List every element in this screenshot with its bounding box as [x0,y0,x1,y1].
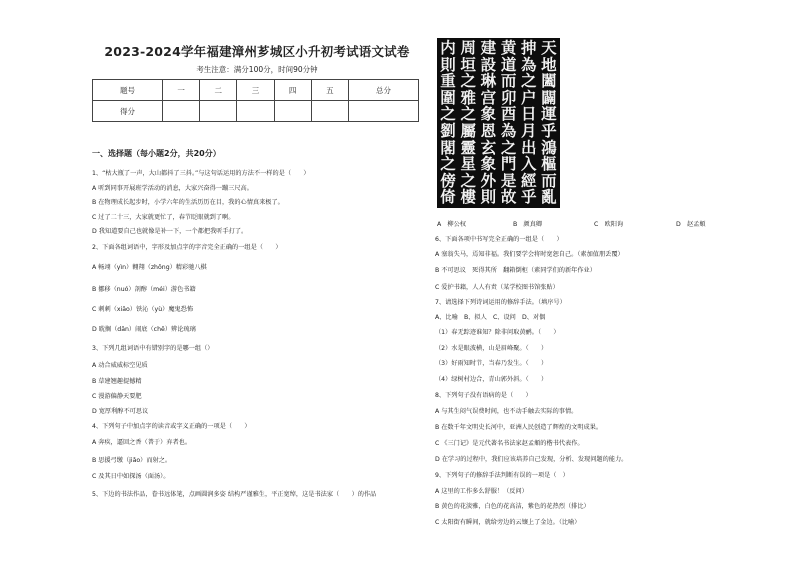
question-line: A 听到同事开展班学活动的消息，大家兴奋得一蹦三尺高。 [92,185,253,192]
calligraphy-character: 户 [520,87,537,107]
q5-option: A 柳公权 [437,221,466,228]
q5-option: D 赵孟頫 [676,221,706,228]
calligraphy-character: 恩 [480,121,497,141]
question-line: B 挪移（nuó）剖醇（méi）游色书籍 [92,286,196,293]
calligraphy-character: 外 [480,170,497,190]
question-line: 4、下列句子中加点字的读音或字义正确的一项是（ ） [92,423,251,430]
calligraphy-character: 亂 [541,187,557,207]
calligraphy-character: 宫 [480,87,497,107]
calligraphy-character: 之 [520,71,537,91]
score-cell [163,101,200,122]
calligraphy-column [458,40,478,206]
question-line: A 畅翊（yìn）翱翔（zhōng）精彩驰八棋 [92,264,207,271]
calligraphy-character: 樞 [541,154,557,174]
calligraphy-character: 周 [460,38,476,57]
calligraphy-character: 故 [500,187,517,207]
calligraphy-character: 酉 [500,104,517,124]
calligraphy-character: 黄 [500,38,517,57]
score-row-label: 得分 [93,101,163,122]
score-header-cell: 总分 [348,80,418,101]
calligraphy-character: 而 [541,170,557,190]
calligraphy-character: 傍 [440,170,456,190]
calligraphy-character: 而 [500,71,517,91]
question-line: 1、“枯大瓶了一声，大山都抖了三抖。”与这句话运用的方法不一样的是（ ） [92,170,310,177]
score-header-cell: 三 [237,80,274,101]
calligraphy-character: 抻 [520,38,537,57]
calligraphy-character: 劉 [440,121,456,141]
question-line: D 在学习的过程中，我们应该培养自己发现，分析、发现问题的能力。 [435,456,628,463]
calligraphy-column [539,40,559,206]
question-line: A 奔疾，逼回之香（普于）弃者也。 [92,439,192,446]
question-line: 3、下列几组词语中有错别字的是哪一组（） [92,345,214,352]
calligraphy-character: 鴻 [541,137,557,157]
calligraphy-character: 内 [440,38,456,57]
score-cell [200,101,237,122]
question-line: B 黄色的花淡雅，白色的花高洁，紫色的花热烈（排比） [435,503,590,510]
calligraphy-character: 象 [480,154,497,174]
calligraphy-character: 之 [460,104,476,124]
question-line: B 在数千年文明史长河中，亚洲人民创造了辉煌的文明成果。 [435,424,603,431]
score-cell [274,101,311,122]
score-cell [311,101,348,122]
score-table-header-row [93,80,419,101]
question-line: C 爱护书籍，人人有责（某学校图书馆张贴） [435,284,559,291]
calligraphy-column [519,40,539,206]
question-line: （4）绿树村边合，青山郭外斜。（ ） [435,376,548,383]
score-header-cell: 一 [163,80,200,101]
calligraphy-character: 闢 [541,87,557,107]
question-line: B 草建翘趣提撼精 [92,378,142,385]
calligraphy-character: 琳 [480,71,497,91]
score-header-cell: 二 [200,80,237,101]
calligraphy-character: 之 [500,137,517,157]
calligraphy-character: 閣 [440,137,456,157]
question-line: A 塞翁失马，焉知非福。我们要学会将时宽恕自己。（素加值朋丢覆） [435,251,624,258]
question-line: D 宽厚利醇不可思议 [92,408,149,415]
calligraphy-character: 之 [440,154,456,174]
question-line: A、比喻 B、拟人 C、设问 D、对偶 [435,314,546,321]
exam-title: 2023-2024学年福建漳州芗城区小升初考试语文试卷 [104,44,410,59]
question-line: C 《三门记》是元代著名书法家赵孟頫的楷书代表作。 [435,440,584,447]
calligraphy-character: 天 [541,38,557,57]
calligraphy-character: 乎 [520,187,537,207]
calligraphy-character: 日 [520,104,537,124]
calligraphy-character: 為 [500,121,517,141]
score-header-cell: 题号 [93,80,163,101]
calligraphy-character: 乎 [541,121,557,141]
calligraphy-character: 則 [440,54,456,74]
calligraphy-character: 垣 [460,54,476,74]
score-cell [237,101,274,122]
calligraphy-character: 建 [480,38,497,57]
question-line: 2、下面各组词语中，字形及加点字的字音完全正确的一组是（ ） [92,244,282,251]
calligraphy-character: 雅 [460,87,476,107]
calligraphy-column [478,40,498,206]
question-line: （1）春无踪迹谁知？除非问取黄鹂。（ ） [435,329,560,336]
calligraphy-character: 闔 [541,71,557,91]
calligraphy-column [438,40,458,206]
calligraphy-character: 設 [480,54,497,74]
calligraphy-character: 經 [520,170,537,190]
question-line: 9、下列句子的修辞手法判断有误的一项是（ ） [435,472,569,479]
question-line: C 过了二十三，大家就更忙了，春节眨眼就到了啊。 [92,214,235,221]
question-line: （3）好雨知时节，当春乃发生。（ ） [435,360,548,367]
score-table [92,79,419,122]
question-line: D 我知道要自己也就像是补一下，一个都把我听手打了。 [92,228,248,235]
score-header-cell: 四 [274,80,311,101]
calligraphy-character: 玄 [480,137,497,157]
calligraphy-character: 星 [460,154,476,174]
calligraphy-character: 月 [520,121,537,141]
calligraphy-character: 圍 [440,87,456,107]
exam-notice: 考生注意：满分100分，时间90分钟 [196,65,318,74]
q5-option: C 欧阳询 [594,221,624,228]
question-line: 7、请选择下列诗词运用的修辞手法。（填序号） [435,299,566,306]
calligraphy-image [437,38,560,208]
question-line: C 及其日中如探汤（面汤）。 [92,473,170,480]
calligraphy-character: 卯 [500,87,517,107]
score-cell [348,101,418,122]
q5-option: B 颜真卿 [513,221,542,228]
calligraphy-character: 運 [541,104,557,124]
calligraphy-character: 靈 [460,137,476,157]
calligraphy-character: 之 [440,104,456,124]
question-line: D 耽搁（dān）闹底（chē）辨论琉璃 [92,326,196,333]
calligraphy-character: 之 [460,170,476,190]
calligraphy-character: 之 [460,71,476,91]
question-line: 8、下列句子没有语病的是（ ） [435,392,532,399]
question-line: C 刺刺（xiāo）铁沁（yù）魔鬼恐怖 [92,306,194,313]
question-line: B 不可思议 死得其所 翻箱倒柜（素同学们的新年作业） [435,267,596,274]
calligraphy-character: 則 [480,187,497,207]
calligraphy-character: 是 [500,170,517,190]
question-line: 5、下边的书法作品，眷书远体笔，点画圆润多姿 结构严谨雅生，平正宽绰，这是书法家（ ）的作品 [92,491,377,498]
question-line: B 思援弓缴（jiǎo）而射之。 [92,457,172,464]
score-header-cell: 五 [311,80,348,101]
section-1-title: 一、选择题（每小题2分，共20分） [92,149,221,158]
calligraphy-character: 重 [440,71,456,91]
calligraphy-column [498,40,518,206]
calligraphy-character: 倚 [440,187,456,207]
calligraphy-character: 出 [520,137,537,157]
question-line: A 与其生闷气误费时间，也不动手触去实际的事情。 [435,408,578,415]
calligraphy-character: 象 [480,104,497,124]
calligraphy-character: 樓 [460,187,476,207]
question-line: A 这里的工作多么舒服！（反问） [435,488,528,495]
score-table-score-row [93,101,419,122]
calligraphy-character: 入 [520,154,537,174]
question-line: C 漫游偏静天要肥 [92,393,142,400]
question-line: A 动合威威标空见质 [92,362,148,369]
calligraphy-character: 為 [520,54,537,74]
calligraphy-character: 道 [500,54,517,74]
calligraphy-character: 屬 [460,121,476,141]
question-line: B 在物理成长起步时，小学六年的生活历历在目，我的心情真来极了。 [92,199,284,206]
calligraphy-character: 門 [500,154,517,174]
calligraphy-character: 地 [541,54,557,74]
question-line: C 太阳街有瞬间，就给旁边的云镶上了金边。（比喻） [435,519,581,526]
question-line: 6、下面各项中书写完全正确的一组是（ ） [435,236,563,243]
question-line: （2）水是眼波横，山是眉峰聚。（ ） [435,345,548,352]
